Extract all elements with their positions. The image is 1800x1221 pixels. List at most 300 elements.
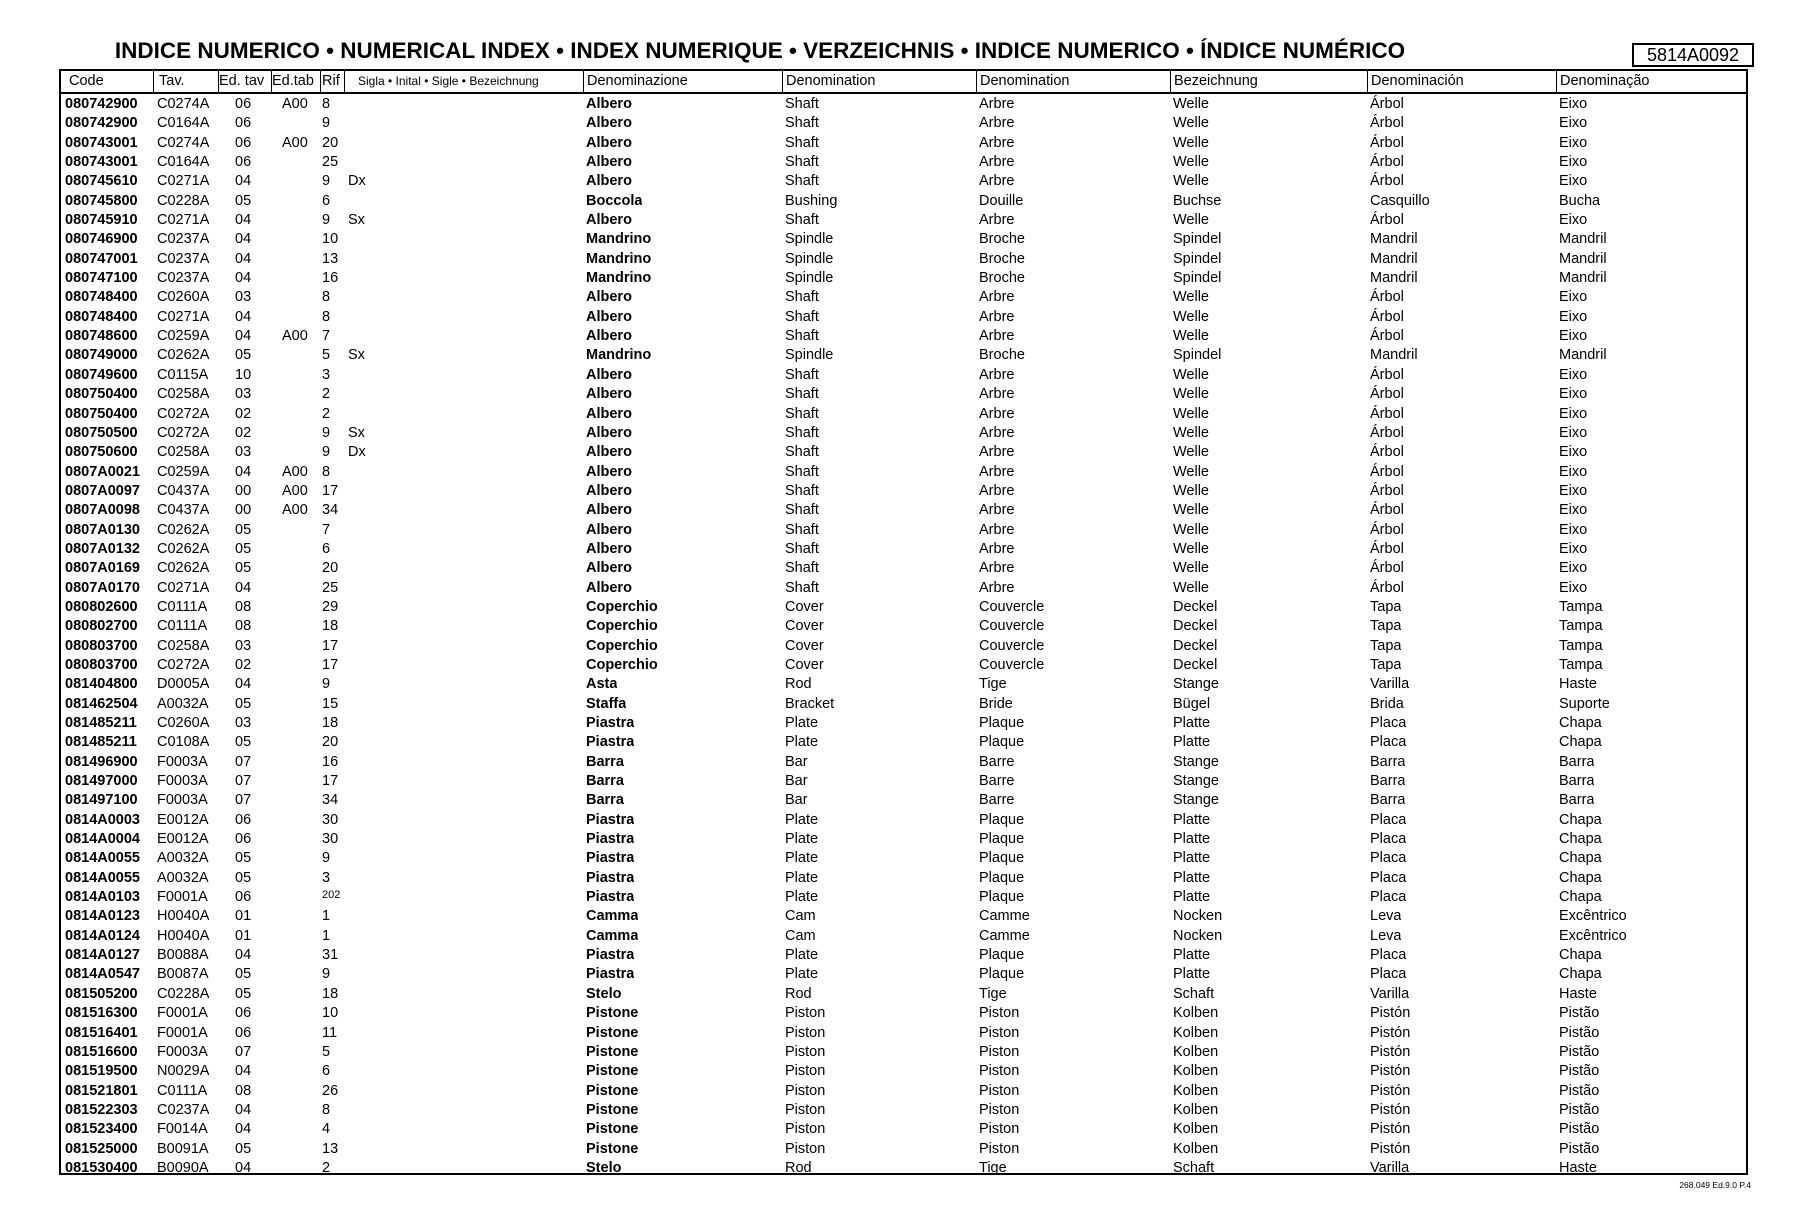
- cell-denominacao: Eixo: [1559, 579, 1588, 596]
- header-ed-tav: Ed. tav: [219, 73, 265, 89]
- cell-bezeichnung: Platte: [1173, 889, 1211, 906]
- cell-denomination-en: Cover: [785, 656, 824, 673]
- cell-bezeichnung: Deckel: [1173, 637, 1218, 654]
- cell-code: 0807A0130: [65, 521, 140, 538]
- cell-rif: 26: [322, 1082, 339, 1099]
- cell-code: 080745800: [65, 192, 138, 209]
- cell-code: 0807A0170: [65, 579, 140, 596]
- cell-code: 081522303: [65, 1101, 138, 1118]
- cell-tav: B0090A: [157, 1159, 209, 1176]
- cell-ed-tav: 05: [235, 850, 252, 867]
- cell-ed-tav: 04: [235, 463, 252, 480]
- cell-ed-tav: 02: [235, 405, 252, 422]
- cell-bezeichnung: Spindel: [1173, 250, 1222, 267]
- cell-bezeichnung: Deckel: [1173, 656, 1218, 673]
- cell-code: 0814A0003: [65, 811, 140, 828]
- cell-denominazione: Camma: [586, 927, 639, 944]
- cell-denominacion: Mandril: [1370, 347, 1418, 364]
- cell-rif: 3: [322, 366, 331, 383]
- header-tav: Tav.: [159, 73, 185, 89]
- cell-rif: 17: [322, 656, 339, 673]
- cell-denomination-fr: Tige: [979, 676, 1007, 693]
- cell-ed-tav: 04: [235, 1101, 252, 1118]
- cell-rif: 10: [322, 231, 339, 248]
- cell-denomination-fr: Piston: [979, 1121, 1020, 1138]
- cell-denomination-en: Shaft: [785, 115, 819, 132]
- cell-rif: 9: [322, 173, 331, 190]
- header-ed-tab: Ed.tab: [272, 73, 314, 89]
- table-row: [61, 1042, 1746, 1061]
- cell-ed-tav: 05: [235, 966, 252, 983]
- column-divider: [1556, 71, 1557, 92]
- table-row: [61, 442, 1746, 461]
- cell-rif: 17: [322, 482, 339, 499]
- cell-denominacion: Árbol: [1370, 444, 1404, 461]
- header-sigla: Sigla • Inital • Sigle • Bezeichnung: [358, 74, 539, 88]
- cell-rif: 15: [322, 695, 339, 712]
- cell-denominacion: Árbol: [1370, 328, 1404, 345]
- cell-denomination-en: Plate: [785, 734, 819, 751]
- cell-tav: C0259A: [157, 463, 210, 480]
- cell-tav: C0271A: [157, 212, 210, 229]
- header-denomination-en: Denomination: [786, 73, 876, 89]
- cell-code: 0814A0004: [65, 831, 140, 848]
- cell-denomination-fr: Plaque: [979, 850, 1025, 867]
- cell-denomination-en: Shaft: [785, 560, 819, 577]
- cell-bezeichnung: Schaft: [1173, 1159, 1215, 1176]
- cell-denomination-fr: Arbre: [979, 444, 1015, 461]
- cell-code: 080803700: [65, 637, 138, 654]
- cell-rif: 9: [322, 424, 331, 441]
- header-denominacion: Denominación: [1371, 73, 1464, 89]
- cell-denomination-fr: Arbre: [979, 173, 1015, 190]
- cell-sigla: Dx: [348, 173, 366, 190]
- cell-denominazione: Albero: [586, 424, 632, 441]
- cell-ed-tav: 04: [235, 1063, 252, 1080]
- column-divider: [153, 71, 154, 92]
- cell-denominacao: Eixo: [1559, 134, 1588, 151]
- table-row: [61, 868, 1746, 887]
- cell-denomination-fr: Douille: [979, 192, 1024, 209]
- table-row: [61, 887, 1746, 906]
- cell-denominazione: Stelo: [586, 1159, 622, 1176]
- cell-bezeichnung: Stange: [1173, 676, 1219, 693]
- cell-rif: 9: [322, 115, 331, 132]
- cell-rif: 6: [322, 540, 331, 557]
- cell-denomination-en: Plate: [785, 889, 819, 906]
- cell-bezeichnung: Stange: [1173, 753, 1219, 770]
- cell-rif: 18: [322, 715, 339, 731]
- cell-ed-tav: 04: [235, 579, 252, 596]
- cell-tav: C0237A: [157, 1101, 210, 1118]
- cell-ed-tav: 04: [235, 212, 252, 229]
- cell-bezeichnung: Kolben: [1173, 1140, 1219, 1157]
- cell-tav: C0271A: [157, 579, 210, 596]
- cell-denominacion: Mandril: [1370, 250, 1418, 267]
- cell-denominacion: Tapa: [1370, 598, 1402, 615]
- cell-denomination-en: Bar: [785, 753, 808, 770]
- cell-code: 081519500: [65, 1063, 138, 1080]
- cell-denomination-en: Rod: [785, 985, 812, 1002]
- cell-denominacion: Placa: [1370, 947, 1407, 964]
- cell-ed-tav: 06: [235, 134, 252, 151]
- table-row: [61, 732, 1746, 751]
- cell-tav: C0111A: [157, 598, 208, 615]
- cell-code: 080802600: [65, 598, 138, 615]
- cell-ed-tav: 07: [235, 773, 252, 790]
- cell-ed-tav: 05: [235, 985, 252, 1002]
- cell-ed-tav: 01: [235, 927, 252, 944]
- table-row: [61, 462, 1746, 481]
- cell-denominacion: Varilla: [1370, 985, 1410, 1002]
- cell-denominacao: Mandril: [1559, 347, 1607, 364]
- cell-ed-tab: A00: [282, 482, 308, 499]
- cell-code: 081485211: [65, 734, 137, 751]
- table-row: [61, 829, 1746, 848]
- cell-ed-tav: 05: [235, 734, 252, 751]
- cell-denominazione: Mandrino: [586, 270, 652, 287]
- cell-denomination-fr: Arbre: [979, 134, 1015, 151]
- cell-ed-tav: 07: [235, 792, 252, 809]
- cell-code: 0807A0097: [65, 482, 140, 499]
- cell-code: 080743001: [65, 154, 138, 171]
- cell-denominazione: Albero: [586, 96, 632, 112]
- cell-code: 0814A0103: [65, 889, 140, 906]
- cell-denomination-fr: Plaque: [979, 715, 1025, 731]
- cell-denominazione: Pistone: [586, 1063, 639, 1080]
- cell-denominacao: Barra: [1559, 792, 1595, 809]
- cell-denomination-en: Spindle: [785, 347, 834, 364]
- column-divider: [344, 71, 345, 92]
- cell-denomination-fr: Arbre: [979, 502, 1015, 519]
- cell-denominacao: Eixo: [1559, 424, 1588, 441]
- cell-code: 081516300: [65, 1005, 138, 1022]
- cell-denominazione: Albero: [586, 560, 632, 577]
- cell-denominacion: Árbol: [1370, 560, 1404, 577]
- cell-rif: 7: [322, 328, 331, 345]
- cell-code: 080749600: [65, 366, 138, 383]
- cell-tav: C0437A: [157, 482, 210, 499]
- cell-ed-tav: 04: [235, 1159, 252, 1176]
- cell-rif: 9: [322, 850, 331, 867]
- numerical-index-table: [59, 69, 1748, 1175]
- cell-denominacion: Árbol: [1370, 463, 1404, 480]
- cell-denomination-en: Bar: [785, 792, 808, 809]
- cell-denomination-fr: Arbre: [979, 463, 1015, 480]
- cell-denomination-fr: Arbre: [979, 560, 1015, 577]
- cell-denominacion: Árbol: [1370, 154, 1404, 171]
- cell-bezeichnung: Welle: [1173, 289, 1209, 306]
- cell-denomination-fr: Plaque: [979, 869, 1025, 886]
- cell-bezeichnung: Welle: [1173, 386, 1209, 403]
- cell-sigla: Dx: [348, 444, 366, 461]
- cell-denomination-fr: Couvercle: [979, 637, 1045, 654]
- cell-denomination-fr: Arbre: [979, 96, 1015, 112]
- cell-denominacao: Mandril: [1559, 270, 1607, 287]
- cell-denominazione: Albero: [586, 444, 632, 461]
- cell-denominacao: Tampa: [1559, 598, 1603, 615]
- cell-denomination-fr: Arbre: [979, 115, 1015, 132]
- cell-denomination-en: Plate: [785, 831, 819, 848]
- cell-denomination-en: Piston: [785, 1063, 826, 1080]
- cell-denominacion: Placa: [1370, 734, 1407, 751]
- cell-denomination-fr: Arbre: [979, 386, 1015, 403]
- cell-denomination-en: Shaft: [785, 482, 819, 499]
- cell-code: 080745610: [65, 173, 138, 190]
- cell-code: 080749000: [65, 347, 138, 364]
- cell-bezeichnung: Kolben: [1173, 1101, 1219, 1118]
- table-row: [61, 926, 1746, 945]
- cell-tav: C0111A: [157, 1082, 208, 1099]
- cell-denomination-en: Cover: [785, 618, 824, 635]
- cell-denominazione: Piastra: [586, 715, 635, 731]
- cell-denomination-en: Rod: [785, 1159, 812, 1176]
- cell-ed-tav: 10: [235, 366, 252, 383]
- cell-rif: 31: [322, 947, 339, 964]
- cell-denominazione: Pistone: [586, 1024, 639, 1041]
- cell-ed-tav: 05: [235, 695, 252, 712]
- table-row: [61, 1061, 1746, 1080]
- cell-code: 0807A0021: [65, 463, 140, 480]
- cell-denominacion: Placa: [1370, 889, 1407, 906]
- cell-ed-tav: 05: [235, 560, 252, 577]
- cell-ed-tav: 08: [235, 598, 252, 615]
- cell-denomination-en: Spindle: [785, 250, 834, 267]
- table-row: [61, 810, 1746, 829]
- cell-denominazione: Albero: [586, 154, 632, 171]
- cell-denominacao: Pistão: [1559, 1140, 1600, 1157]
- column-divider: [320, 71, 321, 92]
- table-row: [61, 964, 1746, 983]
- cell-rif: 34: [322, 792, 339, 809]
- cell-denomination-en: Shaft: [785, 386, 819, 403]
- cell-tav: C0271A: [157, 173, 210, 190]
- cell-bezeichnung: Welle: [1173, 96, 1209, 112]
- cell-denominacion: Árbol: [1370, 540, 1404, 557]
- cell-denomination-fr: Arbre: [979, 405, 1015, 422]
- table-row: [61, 287, 1746, 306]
- cell-denominacion: Brida: [1370, 695, 1404, 712]
- cell-denominacion: Pistón: [1370, 1043, 1411, 1060]
- cell-bezeichnung: Platte: [1173, 947, 1211, 964]
- cell-denominazione: Pistone: [586, 1043, 639, 1060]
- cell-code: 080750600: [65, 444, 138, 461]
- cell-ed-tab: A00: [282, 134, 308, 151]
- cell-denominazione: Barra: [586, 792, 624, 809]
- cell-bezeichnung: Stange: [1173, 792, 1219, 809]
- cell-denominacao: Haste: [1559, 985, 1597, 1002]
- cell-denominacion: Pistón: [1370, 1024, 1411, 1041]
- cell-denominacao: Eixo: [1559, 154, 1588, 171]
- table-row: [61, 752, 1746, 771]
- cell-denominazione: Pistone: [586, 1121, 639, 1138]
- cell-denomination-en: Shaft: [785, 463, 819, 480]
- cell-denomination-fr: Piston: [979, 1043, 1020, 1060]
- cell-denominacao: Pistão: [1559, 1005, 1600, 1022]
- cell-rif: 34: [322, 502, 339, 519]
- cell-bezeichnung: Welle: [1173, 173, 1209, 190]
- cell-denominacao: Tampa: [1559, 637, 1603, 654]
- table-row: [61, 133, 1746, 152]
- cell-denomination-en: Shaft: [785, 212, 819, 229]
- cell-denomination-en: Shaft: [785, 405, 819, 422]
- cell-tav: C0258A: [157, 637, 210, 654]
- cell-denominazione: Albero: [586, 521, 632, 538]
- cell-ed-tav: 03: [235, 637, 252, 654]
- cell-code: 080745910: [65, 212, 138, 229]
- cell-tav: B0087A: [157, 966, 209, 983]
- cell-denominazione: Albero: [586, 463, 632, 480]
- cell-denominacion: Árbol: [1370, 386, 1404, 403]
- cell-bezeichnung: Welle: [1173, 444, 1209, 461]
- cell-tav: C0237A: [157, 250, 210, 267]
- cell-bezeichnung: Welle: [1173, 154, 1209, 171]
- cell-denominacion: Árbol: [1370, 482, 1404, 499]
- cell-tav: F0003A: [157, 1043, 208, 1060]
- cell-code: 080748400: [65, 308, 138, 325]
- cell-tav: B0091A: [157, 1140, 209, 1157]
- cell-denomination-fr: Plaque: [979, 889, 1025, 906]
- cell-rif: 9: [322, 212, 331, 229]
- cell-denominacao: Chapa: [1559, 811, 1602, 828]
- cell-code: 080802700: [65, 618, 138, 635]
- cell-rif: 11: [322, 1024, 338, 1041]
- cell-ed-tav: 06: [235, 1005, 252, 1022]
- cell-denomination-fr: Broche: [979, 270, 1025, 287]
- cell-denomination-en: Shaft: [785, 154, 819, 171]
- cell-denominacion: Árbol: [1370, 134, 1404, 151]
- cell-denominacion: Árbol: [1370, 521, 1404, 538]
- cell-denomination-fr: Plaque: [979, 966, 1025, 983]
- cell-bezeichnung: Platte: [1173, 966, 1211, 983]
- cell-bezeichnung: Platte: [1173, 811, 1211, 828]
- cell-ed-tav: 06: [235, 831, 252, 848]
- cell-ed-tav: 01: [235, 908, 252, 925]
- cell-bezeichnung: Welle: [1173, 560, 1209, 577]
- cell-rif: 9: [322, 676, 331, 693]
- table-row: [61, 945, 1746, 964]
- cell-denomination-en: Piston: [785, 1121, 826, 1138]
- cell-denominacion: Barra: [1370, 792, 1406, 809]
- cell-denomination-fr: Arbre: [979, 521, 1015, 538]
- cell-denomination-fr: Camme: [979, 908, 1030, 925]
- cell-tav: H0040A: [157, 908, 210, 925]
- cell-ed-tav: 02: [235, 424, 252, 441]
- cell-denominacao: Eixo: [1559, 212, 1588, 229]
- cell-rif: 29: [322, 598, 339, 615]
- cell-denominacion: Pistón: [1370, 1121, 1411, 1138]
- cell-denomination-fr: Tige: [979, 1159, 1007, 1176]
- cell-denomination-fr: Camme: [979, 927, 1030, 944]
- cell-code: 080746900: [65, 231, 138, 248]
- cell-denominacion: Árbol: [1370, 173, 1404, 190]
- cell-denominazione: Piastra: [586, 831, 635, 848]
- cell-ed-tav: 04: [235, 328, 252, 345]
- cell-denomination-en: Cover: [785, 598, 824, 615]
- cell-denomination-fr: Bride: [979, 695, 1013, 712]
- cell-denominacao: Haste: [1559, 676, 1597, 693]
- table-row: [61, 520, 1746, 539]
- cell-denominacion: Placa: [1370, 850, 1407, 867]
- cell-tav: C0260A: [157, 289, 210, 306]
- cell-tav: C0111A: [157, 618, 208, 635]
- cell-tav: C0262A: [157, 540, 210, 557]
- cell-denominacion: Leva: [1370, 908, 1402, 925]
- cell-denominazione: Albero: [586, 134, 632, 151]
- table-row: [61, 365, 1746, 384]
- cell-bezeichnung: Spindel: [1173, 231, 1222, 248]
- cell-denominacao: Eixo: [1559, 386, 1588, 403]
- cell-denomination-fr: Couvercle: [979, 618, 1045, 635]
- cell-denomination-en: Shaft: [785, 540, 819, 557]
- cell-denominacao: Mandril: [1559, 231, 1607, 248]
- cell-denomination-fr: Arbre: [979, 424, 1015, 441]
- cell-rif: 16: [322, 270, 339, 287]
- cell-denomination-en: Shaft: [785, 521, 819, 538]
- cell-rif: 17: [322, 637, 339, 654]
- cell-denominacion: Placa: [1370, 715, 1407, 731]
- cell-code: 081505200: [65, 985, 138, 1002]
- cell-tav: F0001A: [157, 1024, 208, 1041]
- cell-denominazione: Piastra: [586, 966, 635, 983]
- cell-code: 0807A0132: [65, 540, 140, 557]
- cell-bezeichnung: Welle: [1173, 540, 1209, 557]
- cell-tav: C0228A: [157, 985, 210, 1002]
- cell-denominazione: Barra: [586, 753, 624, 770]
- header-denominazione: Denominazione: [587, 73, 688, 89]
- cell-denomination-fr: Plaque: [979, 831, 1025, 848]
- cell-denominazione: Albero: [586, 212, 632, 229]
- cell-denomination-fr: Piston: [979, 1063, 1020, 1080]
- cell-rif: 16: [322, 753, 339, 770]
- table-body: [61, 94, 1746, 1177]
- cell-denominazione: Piastra: [586, 869, 635, 886]
- cell-rif: 3: [322, 869, 331, 886]
- cell-denominazione: Piastra: [586, 811, 635, 828]
- column-divider: [583, 71, 584, 92]
- cell-denominazione: Coperchio: [586, 598, 658, 615]
- cell-ed-tav: 05: [235, 521, 252, 538]
- cell-code: 0807A0098: [65, 502, 140, 519]
- cell-ed-tav: 04: [235, 231, 252, 248]
- cell-ed-tav: 05: [235, 540, 252, 557]
- cell-tav: C0272A: [157, 424, 210, 441]
- cell-denominacao: Chapa: [1559, 734, 1602, 751]
- cell-denominacao: Pistão: [1559, 1101, 1600, 1118]
- cell-denominacion: Tapa: [1370, 656, 1402, 673]
- cell-rif: 9: [322, 444, 331, 461]
- cell-code: 081462504: [65, 695, 138, 712]
- footer-reference: 268.049 Ed.9.0 P.4: [1679, 1180, 1751, 1190]
- cell-denominazione: Pistone: [586, 1005, 639, 1022]
- cell-denomination-fr: Barre: [979, 753, 1015, 770]
- cell-denominazione: Camma: [586, 908, 639, 925]
- table-row: [61, 404, 1746, 423]
- cell-denominazione: Coperchio: [586, 637, 658, 654]
- cell-ed-tav: 06: [235, 889, 252, 906]
- cell-tav: B0088A: [157, 947, 209, 964]
- cell-rif: 9: [322, 966, 331, 983]
- table-row: [61, 906, 1746, 925]
- cell-denomination-en: Shaft: [785, 134, 819, 151]
- cell-ed-tav: 04: [235, 173, 252, 190]
- cell-denomination-en: Shaft: [785, 502, 819, 519]
- cell-denominacao: Haste: [1559, 1159, 1597, 1176]
- cell-denominacao: Excêntrico: [1559, 908, 1627, 925]
- cell-denominacao: Eixo: [1559, 308, 1588, 325]
- cell-denominazione: Albero: [586, 502, 632, 519]
- cell-denominacao: Barra: [1559, 773, 1595, 790]
